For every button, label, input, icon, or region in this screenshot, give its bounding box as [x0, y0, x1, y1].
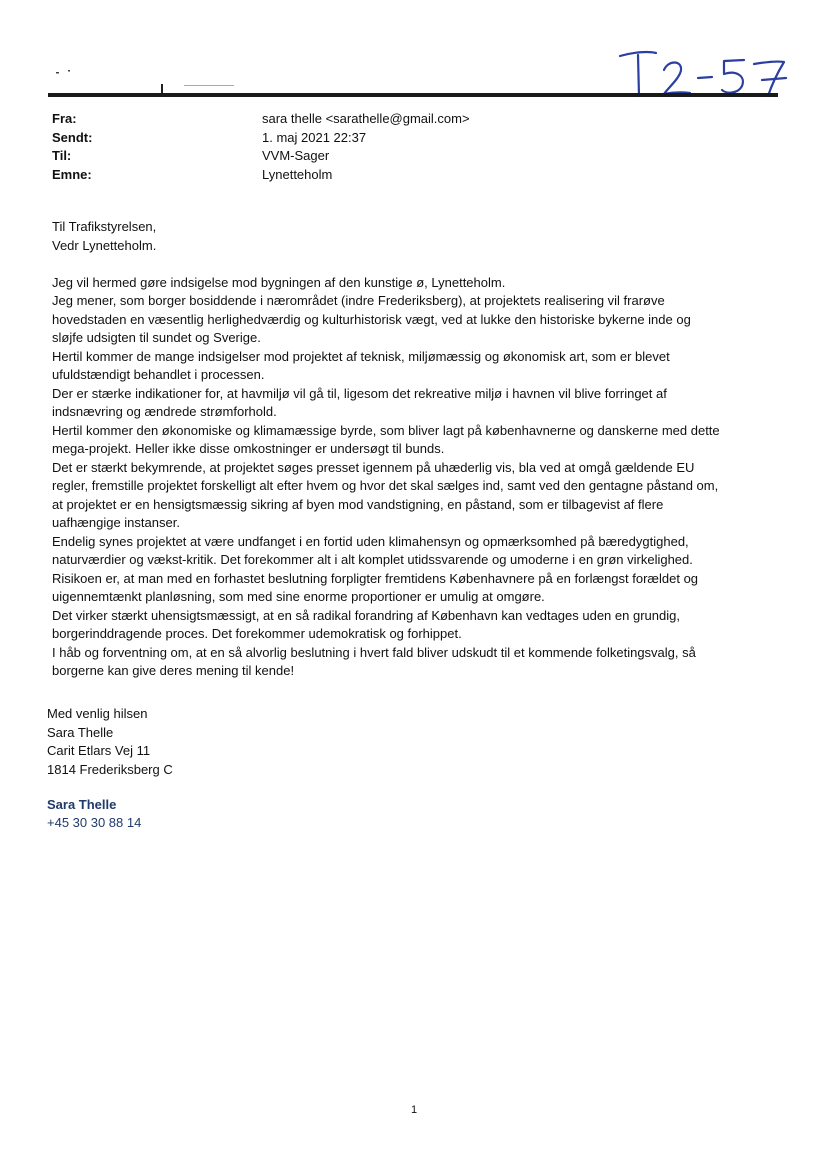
- subject-row: [52, 166, 772, 185]
- email-body: [52, 218, 780, 681]
- page-number: 1: [410, 1104, 418, 1116]
- body-line: uafhængige instanser.: [52, 515, 180, 530]
- body-line: regler, fremstille projektet forskelligt alt efter hvem og hvor det skal sælges ind, samt ved den gentagne påstand om,: [52, 478, 719, 493]
- to-label: Til:: [52, 148, 72, 163]
- body-line: sløjfe udsigten til sundet og Sverige.: [52, 330, 261, 345]
- body-line: indsnævring og ændrede strømforhold.: [52, 404, 277, 419]
- body-line: mega-projekt. Heller ikke disse omkostninger er undersøgt til bunds.: [52, 441, 445, 456]
- body-line: ufuldstændigt behandlet i processen.: [52, 367, 265, 382]
- email-header: [52, 110, 772, 184]
- greeting-line: Vedr Lynetteholm.: [52, 237, 157, 253]
- body-line: uigennemtænkt planløsning, som med sine enorme proportioner er umulig at omgøre.: [52, 589, 545, 604]
- body-line: Jeg mener, som borger bosiddende i nærområdet (indre Frederiksberg), at projektets realisering vil frarøve: [52, 293, 665, 308]
- body-line: hovedstaden en væsentlig herlighedværdig og kulturhistorisk vægt, ved at lukke den historiske bykerne inde og: [52, 311, 691, 327]
- closing-block: [47, 705, 173, 779]
- sent-label: Sendt:: [52, 129, 93, 145]
- contact-signature: [47, 796, 141, 832]
- body-line: Hertil kommer de mange indsigelser mod projektet af teknisk, miljømæssig og økonomisk art, som er blevet: [52, 348, 670, 364]
- body-line: at projektet er en hensigtsmæssig sikring af byen mod vandstigning, en påstand, som er tilbagevist af flere: [52, 496, 664, 512]
- greeting-line: Til Trafikstyrelsen,: [52, 219, 157, 234]
- scan-specks: [54, 64, 254, 94]
- body-line: borgerne kan give deres mening til kende!: [52, 663, 295, 678]
- contact-phone: +45 30 30 88 14: [47, 815, 142, 830]
- body-line: Hertil kommer den økonomiske og klimamæssige byrde, som bliver lagt på københavnerne og danskerne med dette: [52, 422, 720, 438]
- from-row: [52, 110, 772, 129]
- subject-label: Emne:: [52, 166, 92, 182]
- subject-value: Lynetteholm: [262, 166, 333, 182]
- body-line: Endelig synes projektet at være undfanget i en fortid uden klimahensyn og opmærksomhed på bæredygtighed,: [52, 533, 689, 549]
- from-label: Fra:: [52, 111, 77, 126]
- closing-line: 1814 Frederiksberg C: [47, 761, 173, 777]
- body-line: Risikoen er, at man med en forhastet beslutning forpligter fremtidens Københavnere på en forlængst forældet og: [52, 570, 699, 586]
- body-line: Det er stærkt bekymrende, at projektet søges presset igennem på uhæderlig vis, bla ved at omgå gældende EU: [52, 459, 695, 475]
- body-line: Det virker stærkt uhensigtsmæssigt, at en så radikal forandring af København kan vedtages uden en grundig,: [52, 607, 680, 623]
- body-line: Der er stærke indikationer for, at havmiljø vil gå til, ligesom det rekreative miljø i havnen vil blive forringet af: [52, 385, 667, 401]
- closing-line: Carit Etlars Vej 11: [47, 743, 151, 758]
- contact-name: Sara Thelle: [47, 797, 117, 812]
- to-value: VVM-Sager: [262, 148, 330, 163]
- closing-line: Sara Thelle: [47, 724, 114, 740]
- to-row: [52, 147, 772, 166]
- from-value: sara thelle <sarathelle@gmail.com>: [262, 111, 470, 126]
- header-rule: [48, 93, 778, 97]
- body-line: I håb og forventning om, at en så alvorlig beslutning i hvert fald bliver udskudt til et kommende folketingsvalg, så: [52, 644, 696, 660]
- body-line: naturværdier og vækst-kritik. Det forekommer alt i alt komplet utidssvarende og umoderne i en grøn virkelighed.: [52, 552, 693, 567]
- sent-row: [52, 129, 772, 148]
- closing-line: Med venlig hilsen: [47, 706, 148, 721]
- body-line: borgerinddragende proces. Det forekommer udemokratisk og forhippet.: [52, 626, 462, 641]
- body-line: Jeg vil hermed gøre indsigelse mod bygningen af den kunstige ø, Lynetteholm.: [52, 274, 506, 290]
- sent-value: 1. maj 2021 22:37: [262, 129, 367, 145]
